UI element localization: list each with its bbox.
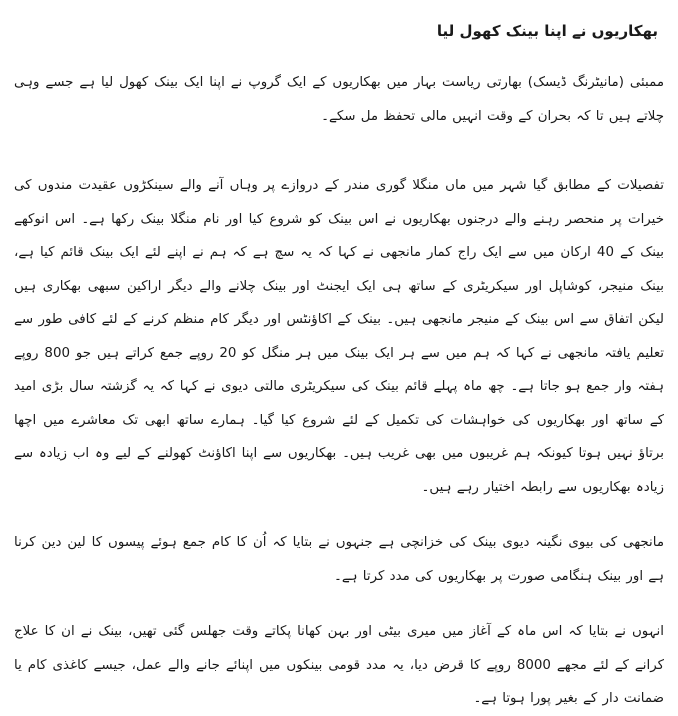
article-title: بھکاریوں نے اپنا بینک کھول لیا xyxy=(436,22,658,40)
article-paragraph-intro: ممبئی (مانیٹرنگ ڈیسک) بھارتی ریاست بہار میں بھکاریوں کے ایک گروپ نے اپنا ایک بینک کھول لیا ہے جسے وہی چلاتے ہیں تا کہ بحران کے وقت انہیں مالی تحفظ مل سکے۔ xyxy=(14,75,664,124)
article-paragraph-treasurer: مانجھی کی بیوی نگینہ دیوی بینک کی خزانچی ہے جنہوں نے بتایا کہ اُن کا کام جمع ہوئے پیسوں کا لین دین کرنا ہے اور بینک ہنگامی صورت پر بھکاریوں کی مدد کرتا ہے۔ xyxy=(14,535,664,584)
article-paragraph-loan: انہوں نے بتایا کہ اس ماہ کے آغاز میں میری بیٹی اور بہن کھانا پکاتے وقت جھلس گئی تھیں، بینک نے ان کا علاج کرانے کے لئے مجھے 8000 روپے کا قرض دیا، یہ مدد قومی بینکوں میں اپنائے جانے والے عمل، جیسے کاغذی کام یا ضمانت دار کے بغیر پورا ہوتا ہے۔ xyxy=(14,624,664,706)
article-paragraph-details: تفصیلات کے مطابق گیا شہر میں ماں منگلا گوری مندر کے دروازے پر وہاں آنے والے سینکڑوں عقیدت مندوں کی خیرات پر منحصر رہنے والے درجنوں بھکاریوں نے اس بینک کو شروع کیا اور نام منگلا بینک رکھا ہے۔ اس انوکھے بینک کے 40 ارکان میں سے ایک راج کمار مانجھی نے کہا کہ یہ سچ ہے کہ ہم نے اپنے لئے ایک بینک قائم کیا ہے، بینک منیجر، کوشاپل اور سیکریٹری کے ساتھ ہی ایک ایجنٹ اور بینک چلانے والے دیگر اراکین سبھی بھکاری ہیں لیکن اتفاق سے اس بینک کے منیجر مانجھی ہیں۔ بینک کے اکاؤنٹس اور دیگر کام منظم کرنے کے لئے کافی طور سے تعلیم یافتہ مانجھی نے کہا کہ ہم میں سے ہر ایک بینک میں ہر منگل کو 20 روپے جمع کراتے ہیں جو 800 روپے ہفتہ وار جمع ہو جاتا ہے۔ چھ ماہ پہلے قائم بینک کی سیکریٹری مالتی دیوی نے کہا کہ یہ گزشتہ سال بڑی امید کے ساتھ اور بھکاریوں کی خواہشات کی تکمیل کے لئے شروع کیا گیا۔ ہمارے ساتھ ابھی تک معاشرے میں اچھا برتاؤ نہیں ہوتا کیونکہ ہم غریبوں میں بھی غریب ہیں۔ بھکاریوں سے اپنا اکاؤنٹ کھولنے کے لیے وہ اب زیادہ سے زیادہ بھکاریوں سے رابطہ اختیار رہے ہیں۔ xyxy=(14,178,665,495)
